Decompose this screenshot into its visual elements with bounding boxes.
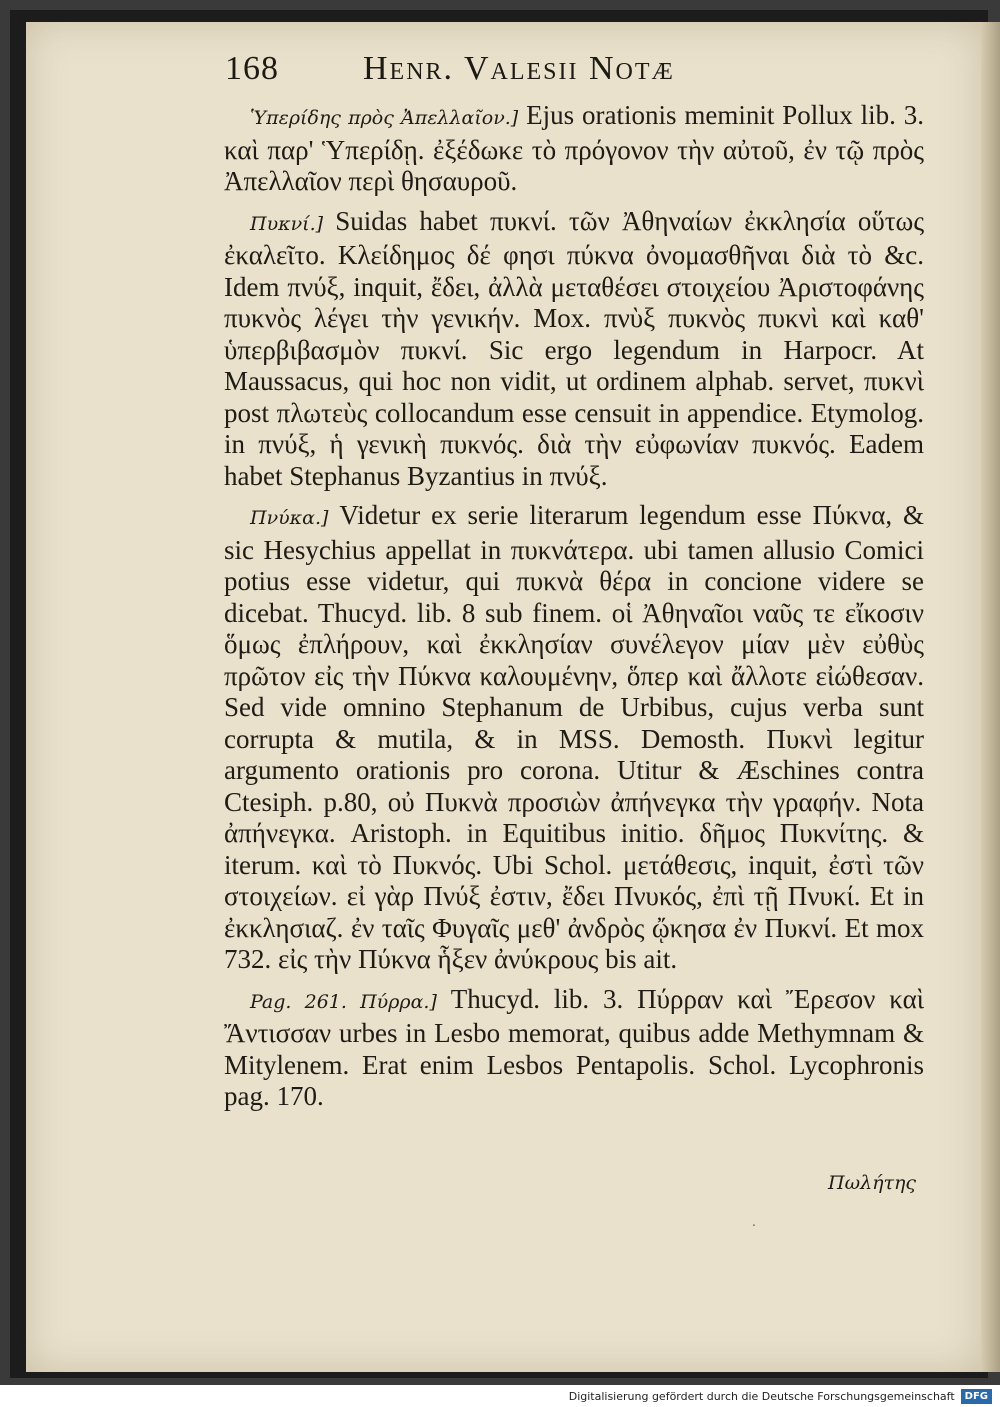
page-body (224, 100, 924, 1113)
dfg-logo: DFG (961, 1389, 992, 1404)
catchword: Πωλήτης (828, 1172, 917, 1194)
note-paragraph (224, 984, 924, 1113)
page-header (225, 50, 945, 88)
note-text: Suidas habet πυκνί. τῶν Ἀθηναίων ἐκκλησία οὕτως ἐκαλεῖτο. Κλείδημος δέ φησι πύκνα ὀνομασθῆναι διὰ τὸ &c. Idem πνύξ, inquit, ἔδει, ἀλλὰ μεταθέσει στοιχείου Ἀριστοφάνης πυκνὸς λέγει τὴν γενικήν. Mox. πνὺξ πυκνὸς πυκνὶ καὶ καθ' ὑπερβιβασμὸν πυκνί. Sic ergo legendum in Harpocr. At Maussacus, qui hoc non vidit, ut ordinem alphab. servet, πυκνὶ post πλωτεὺς collocandum esse censuit in appendice. Etymolog. in πνύξ, ἡ γενικὴ πυκνός. διὰ τὴν εὐφωνίαν πυκνός. Eadem habet Stephanus Byzantius in πνύξ. (224, 205, 925, 491)
note-paragraph (224, 100, 924, 198)
note-text: Thucyd. lib. 3. Πύρραν καὶ Ἔρεσον καὶ Ἄντισσαν urbes in Lesbo memorat, quibus adde Methymnam & Mitylenem. Erat enim Lesbos Pentapolis. Schol. Lycophronis pag. 170. (224, 983, 924, 1111)
page-edge (981, 22, 1000, 1372)
note-lemma: Πνύκα.] (250, 507, 329, 529)
note-lemma: Πυκνί.] (250, 212, 324, 235)
note-paragraph (224, 500, 924, 976)
note-text: Ejus orationis meminit Pollux lib. 3. καὶ παρ' Ὑπερίδῃ. ἐξέδωκε τὸ πρόγονον τὴν αὐτοῦ, ἐν τῷ πρὸς Ἀπελλαῖον περὶ θησαυροῦ. (224, 100, 924, 196)
funding-credit: Digitalisierung gefördert durch die Deutsche Forschungsgemeinschaft (568, 1389, 955, 1403)
note-text: Videtur ex serie literarum legendum esse Πύκνα, & sic Hesychius appellat in πυκνάτερα. ubi tamen allusio Comici potius esse videtur, qui πυκνὰ θέρα in concione videre se dicebat. Thucyd. lib. 8 sub finem. οἱ Ἀθηναῖοι ναῦς τε εἴκοσιν ὅμως ἐπλήρουν, καὶ ἐκκλησίαν συνέλεγον μίαν μὲν εὐθὺς πρῶτον εἰς τὴν Πύκνα καλουμένην, ὅπερ καὶ ἄλλοτε εἰώθεσαν. Sed vide omnino Stephanum de Urbibus, cujus verba sunt corrupta & mutila, & in MSS. Demosth. Πυκνὶ legitur argumento orationis pro corona. Utitur & Æschines contra Ctesiph. p.80, οὐ Πυκνὰ προσιὼν ἀπήνεγκα τὴν γραφήν. Nota ἀπήνεγκα. Aristoph. in Equitibus initio. δῆμος Πυκνίτης. & iterum. καὶ τὸ Πυκνός. Ubi Schol. μετάθεσις, inquit, ἐστὶ τῶν στοιχείων. εἰ γὰρ Πνύξ ἐστιν, ἔδει Πνυκός, ἐπὶ τῇ Πνυκί. Et in ἐκκλησιαζ. ἐν ταῖς Φυγαῖς μεθ' ἀνδρὸς ᾤκησα ἐν Πυκνί. Et mox 732. εἰς τὴν Πύκνα ἧξεν ἀνύκρους bis ait. (224, 500, 925, 974)
note-lemma: Pag. 261. Πύρρα.] (250, 990, 437, 1013)
note-lemma: Ὑπερίδης πρὸς Ἀπελλαῖον.] (250, 107, 519, 129)
running-title: Henr. Valesii Notæ (363, 50, 675, 87)
note-paragraph (224, 206, 924, 493)
digitization-footer (0, 1385, 1000, 1407)
page-number: 168 (225, 50, 279, 87)
signature-mark: ˑ (752, 1220, 756, 1235)
